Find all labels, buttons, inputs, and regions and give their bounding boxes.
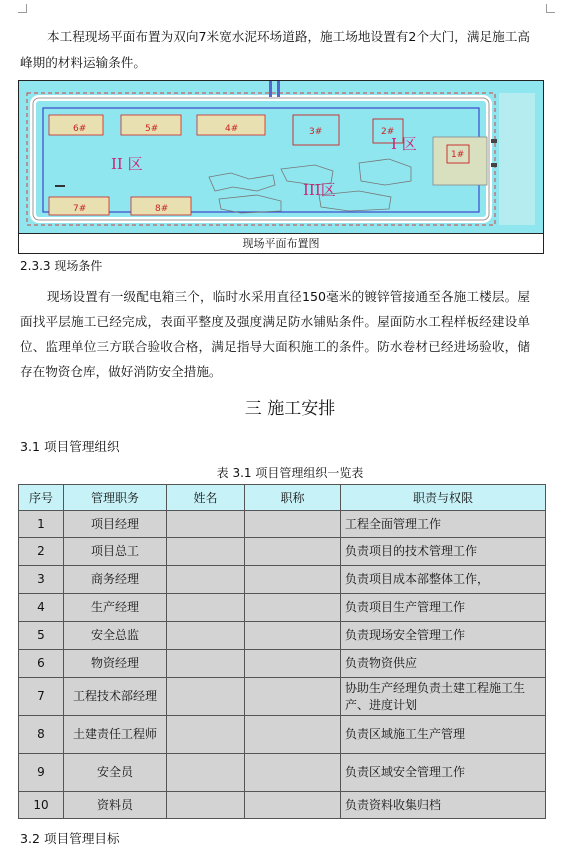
cell-name bbox=[167, 622, 245, 650]
building-4-label: 4# bbox=[225, 124, 239, 134]
cell-title bbox=[245, 511, 341, 538]
cell-role: 土建责任工程师 bbox=[64, 716, 167, 754]
table-row bbox=[19, 511, 546, 538]
cell-role: 生产经理 bbox=[64, 594, 167, 622]
table-row bbox=[19, 594, 546, 622]
header-no: 序号 bbox=[19, 485, 64, 511]
cell-title bbox=[245, 716, 341, 754]
building-2-label: 2# bbox=[381, 127, 395, 137]
figure-caption: 现场平面布置图 bbox=[19, 233, 543, 254]
cell-no: 6 bbox=[19, 650, 64, 678]
cell-role: 工程技术部经理 bbox=[64, 678, 167, 716]
header-role: 管理职务 bbox=[64, 485, 167, 511]
page-corner-mark-left bbox=[18, 4, 27, 13]
table-row bbox=[19, 622, 546, 650]
header-duty: 职责与权限 bbox=[341, 485, 546, 511]
zone-3-label: III区 bbox=[303, 181, 336, 199]
cell-duty: 负责区域安全管理工作 bbox=[341, 754, 546, 792]
cell-role: 资料员 bbox=[64, 792, 167, 819]
cell-title bbox=[245, 538, 341, 566]
zone-2-label: II 区 bbox=[111, 155, 143, 173]
cell-title bbox=[245, 566, 341, 594]
building-5-label: 5# bbox=[145, 124, 159, 134]
cell-duty: 负责物资供应 bbox=[341, 650, 546, 678]
cell-no: 8 bbox=[19, 716, 64, 754]
chapter-title: 三 施工安排 bbox=[244, 399, 336, 419]
cell-role: 安全员 bbox=[64, 754, 167, 792]
cell-title bbox=[245, 792, 341, 819]
building-8-label: 8# bbox=[155, 204, 169, 214]
cell-name bbox=[167, 716, 245, 754]
cell-no: 2 bbox=[19, 538, 64, 566]
cell-no: 1 bbox=[19, 511, 64, 538]
cell-duty: 负责资料收集归档 bbox=[341, 792, 546, 819]
cell-role: 商务经理 bbox=[64, 566, 167, 594]
cell-role: 项目总工 bbox=[64, 538, 167, 566]
section-3-1-heading: 3.1 项目管理组织 bbox=[20, 439, 120, 454]
cell-name bbox=[167, 678, 245, 716]
cell-no: 9 bbox=[19, 754, 64, 792]
cell-title bbox=[245, 754, 341, 792]
zone-1-label: I 区 bbox=[391, 135, 417, 153]
site-plan-figure bbox=[18, 80, 544, 254]
page-corner-mark-right bbox=[546, 4, 555, 13]
cell-name bbox=[167, 511, 245, 538]
cell-duty: 负责项目成本部整体工作， bbox=[341, 566, 546, 594]
section-2-3-3-heading: 2.3.3 现场条件 bbox=[20, 259, 103, 273]
site-plan-svg bbox=[19, 81, 543, 233]
cell-title bbox=[245, 650, 341, 678]
table-row bbox=[19, 538, 546, 566]
cell-no: 5 bbox=[19, 622, 64, 650]
cell-name bbox=[167, 792, 245, 819]
org-table-body bbox=[19, 511, 546, 819]
building-1-label: 1# bbox=[451, 150, 465, 160]
site-conditions-paragraph: 现场设置有一级配电箱三个，临时水采用直径150毫米的镀锌管接通至各施工楼层。屋面找平层施工已经完成，表面平整度及强度满足防水铺贴条件。屋面防水工程样板经建设单位、监理单位三方联合验收合格，满足指导大面积施工的条件。防水卷材已经进场验收，储存在物资仓库，做好消防安全措施。 bbox=[20, 289, 530, 379]
cell-name bbox=[167, 754, 245, 792]
cell-role: 物资经理 bbox=[64, 650, 167, 678]
table-row bbox=[19, 792, 546, 819]
building-6-label: 6# bbox=[73, 124, 87, 134]
cell-name bbox=[167, 538, 245, 566]
table-row bbox=[19, 678, 546, 716]
cell-title bbox=[245, 678, 341, 716]
cell-duty: 负责项目生产管理工作 bbox=[341, 594, 546, 622]
site-plan-drawing bbox=[19, 81, 543, 233]
cell-duty: 工程全面管理工作 bbox=[341, 511, 546, 538]
cell-name bbox=[167, 566, 245, 594]
cell-no: 7 bbox=[19, 678, 64, 716]
building-3-label: 3# bbox=[309, 127, 323, 137]
table-row bbox=[19, 716, 546, 754]
header-name: 姓名 bbox=[167, 485, 245, 511]
header-title: 职称 bbox=[245, 485, 341, 511]
cell-duty: 协助生产经理负责土建工程施工生产、进度计划 bbox=[341, 678, 546, 716]
cell-no: 4 bbox=[19, 594, 64, 622]
table-row bbox=[19, 566, 546, 594]
table-header-row bbox=[19, 485, 546, 511]
cell-duty: 负责项目的技术管理工作 bbox=[341, 538, 546, 566]
table-caption: 表 3.1 项目管理组织一览表 bbox=[216, 466, 364, 480]
intro-paragraph: 本工程现场平面布置为双向7米宽水泥环场道路，施工场地设置有2个大门，满足施工高峰期的材料运输条件。 bbox=[20, 29, 530, 70]
cell-no: 10 bbox=[19, 792, 64, 819]
cell-role: 安全总监 bbox=[64, 622, 167, 650]
cell-duty: 负责区域施工生产管理 bbox=[341, 716, 546, 754]
table-row bbox=[19, 754, 546, 792]
cell-duty: 负责现场安全管理工作 bbox=[341, 622, 546, 650]
cell-title bbox=[245, 594, 341, 622]
building-7-label: 7# bbox=[73, 204, 87, 214]
cell-name bbox=[167, 650, 245, 678]
table-row bbox=[19, 650, 546, 678]
cell-no: 3 bbox=[19, 566, 64, 594]
cell-name bbox=[167, 594, 245, 622]
cell-role: 项目经理 bbox=[64, 511, 167, 538]
cell-title bbox=[245, 622, 341, 650]
org-table bbox=[18, 484, 546, 819]
section-3-2-heading: 3.2 项目管理目标 bbox=[20, 831, 120, 846]
